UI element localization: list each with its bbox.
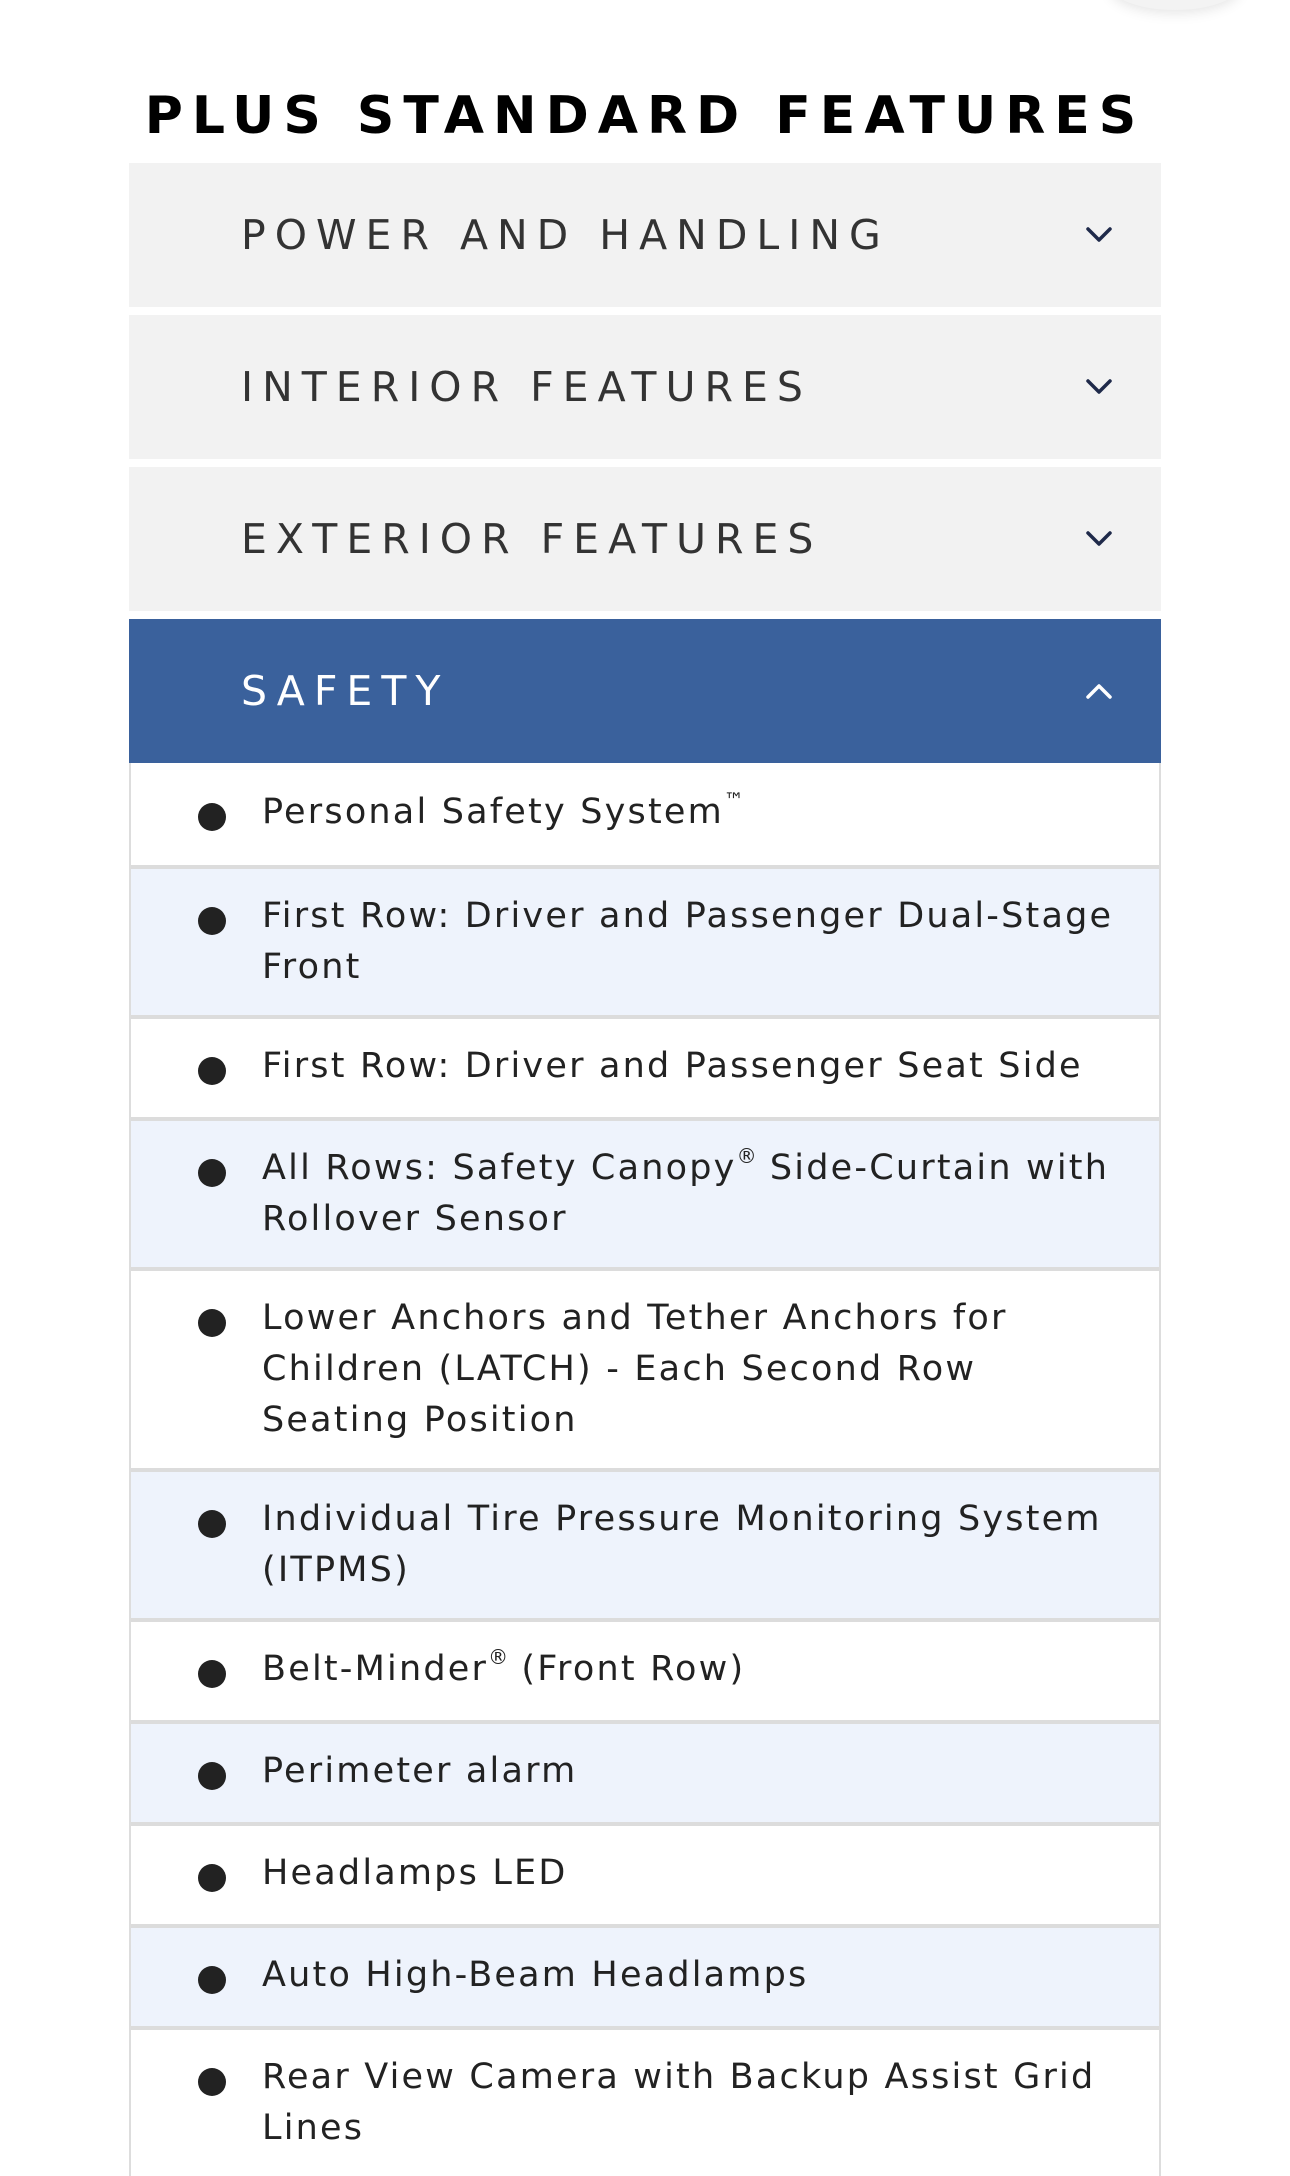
bullet-icon (198, 1510, 226, 1538)
bullet-icon (198, 1762, 226, 1790)
bullet-icon (198, 1159, 226, 1187)
accordion-label: POWER AND HANDLING (241, 211, 890, 259)
chevron-down-icon (1083, 219, 1115, 251)
safety-feature-list (129, 763, 1161, 2176)
bullet-icon (198, 803, 226, 831)
list-item (131, 1618, 1159, 1720)
registered-mark: ® (736, 1144, 757, 1168)
feature-text: Lower Anchors and Tether Anchors for Children (LATCH) - Each Second Row Seating Position (262, 1298, 1008, 1440)
feature-text: Auto High-Beam Headlamps (262, 1955, 809, 1995)
bullet-icon (198, 1660, 226, 1688)
feature-text: Perimeter alarm (262, 1751, 578, 1791)
chevron-down-icon (1083, 523, 1115, 555)
list-item (131, 1117, 1159, 1267)
list-item (131, 1924, 1159, 2026)
accordion-interior-features[interactable] (129, 315, 1161, 459)
feature-text: First Row: Driver and Passenger Seat Side (262, 1046, 1083, 1086)
list-item (131, 1822, 1159, 1924)
accordion-exterior-features[interactable] (129, 467, 1161, 611)
list-item (131, 1720, 1159, 1822)
trademark-mark: ™ (723, 788, 744, 812)
accordion-label: EXTERIOR FEATURES (241, 515, 823, 563)
list-item (131, 1468, 1159, 1618)
feature-text: First Row: Driver and Passenger Dual-Stage Front (262, 896, 1114, 987)
accordion-power-and-handling[interactable] (129, 163, 1161, 307)
feature-text: Rear View Camera with Backup Assist Grid Lines (262, 2057, 1096, 2148)
list-item (131, 763, 1159, 865)
chevron-down-icon (1083, 371, 1115, 403)
bullet-icon (198, 1057, 226, 1085)
list-item (131, 1267, 1159, 1468)
bullet-icon (198, 1309, 226, 1337)
chevron-up-icon (1083, 675, 1115, 707)
registered-mark: ® (488, 1645, 509, 1669)
list-item (131, 1015, 1159, 1117)
feature-text: All Rows: Safety Canopy® Side-Curtain with Rollover Sensor (262, 1144, 1110, 1239)
feature-text: Headlamps LED (262, 1853, 568, 1893)
floating-button-shadow (1110, 0, 1240, 10)
list-item (131, 865, 1159, 1015)
bullet-icon (198, 2068, 226, 2096)
bullet-icon (198, 907, 226, 935)
feature-text: Individual Tire Pressure Monitoring System (ITPMS) (262, 1499, 1102, 1590)
accordion-safety[interactable] (129, 619, 1161, 763)
list-item (131, 2026, 1159, 2176)
feature-text: Belt-Minder® (Front Row) (262, 1645, 746, 1689)
bullet-icon (198, 1864, 226, 1892)
accordion-label: INTERIOR FEATURES (241, 363, 812, 411)
features-accordion (129, 163, 1161, 2176)
bullet-icon (198, 1966, 226, 1994)
page-title: PLUS STANDARD FEATURES (144, 86, 1146, 146)
feature-text: Personal Safety System™ (262, 788, 744, 832)
accordion-label: SAFETY (241, 667, 450, 715)
